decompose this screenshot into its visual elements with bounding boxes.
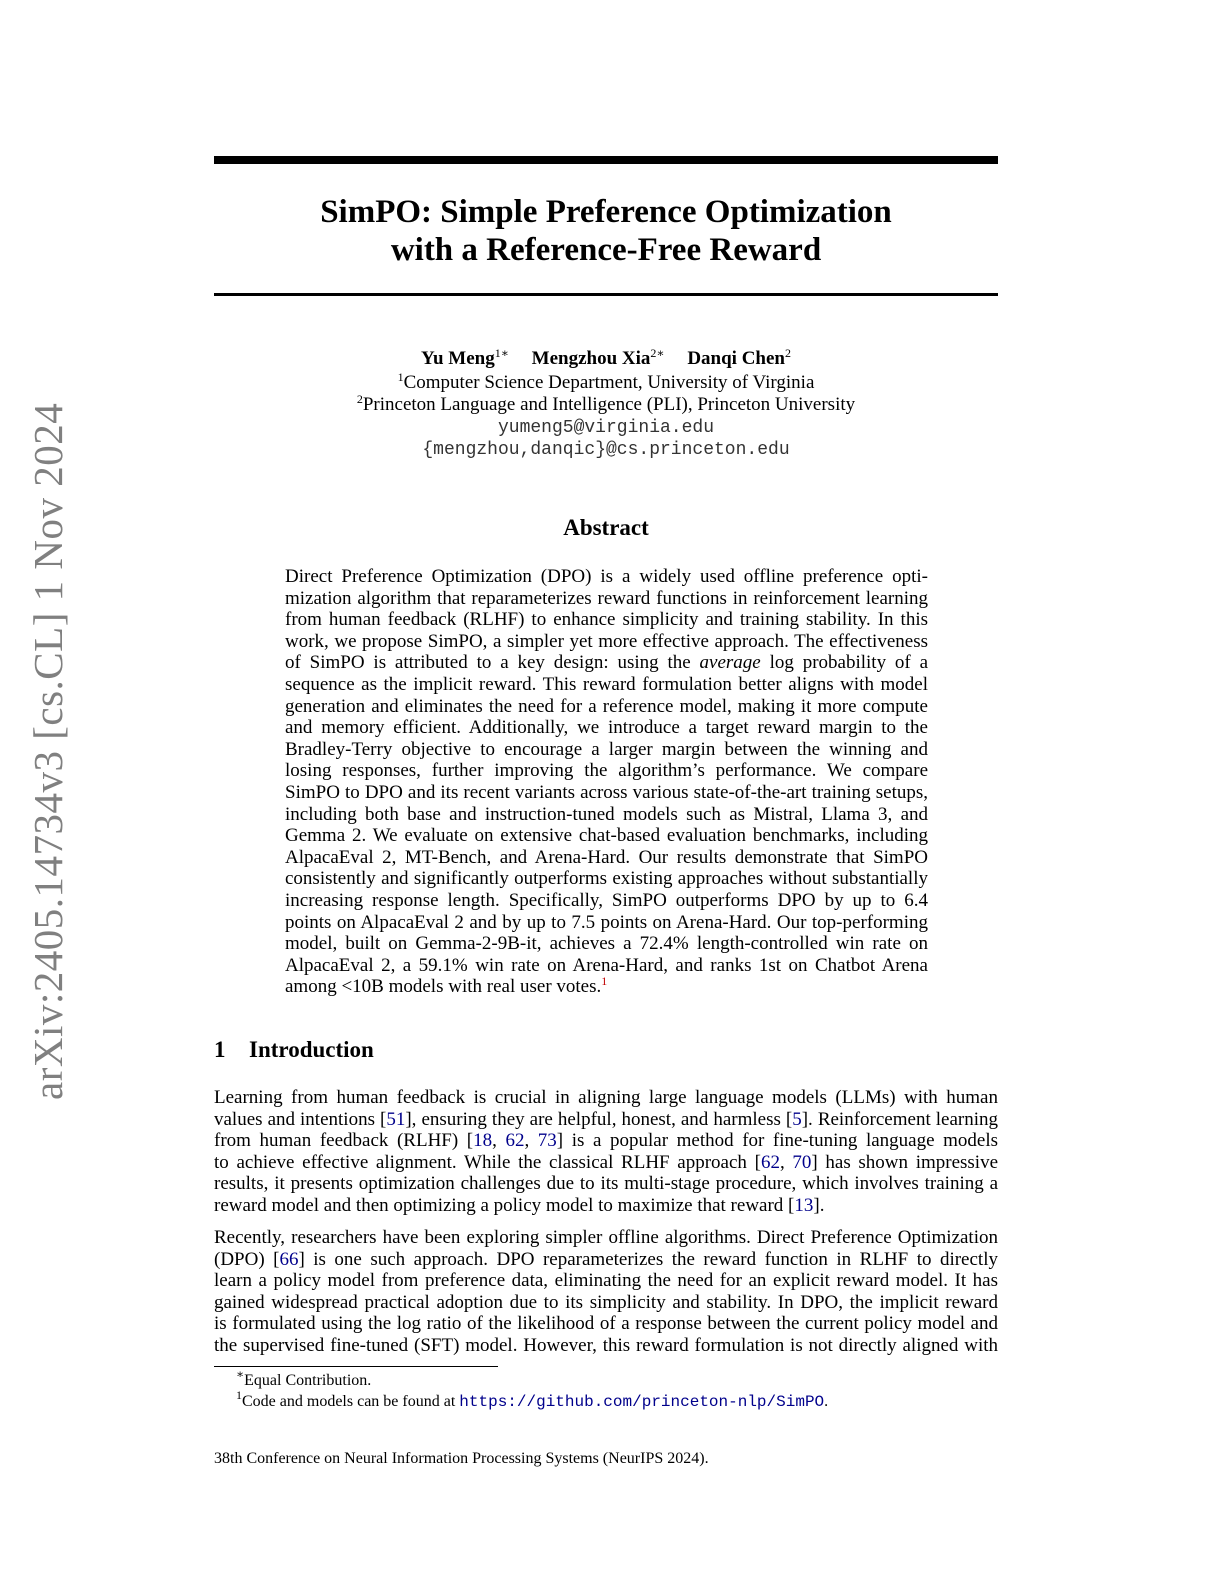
citation-link[interactable]: 5 <box>792 1108 802 1130</box>
abstract-line: work, we propose SimPO, a simpler yet more effective approach. The effectiveness <box>285 630 928 652</box>
title-top-rule <box>214 156 998 164</box>
abstract-line: among <10B models with real user votes.$^1$ <box>285 974 608 998</box>
author-email[interactable]: yumeng5@virginia.edu <box>497 418 715 438</box>
abstract-line: points on AlpacaEval 2 and by up to 7.5 points on Arena-Hard. Our top-performing <box>285 911 928 933</box>
title-line-1: SimPO: Simple Preference Optimization <box>320 194 892 230</box>
paragraph-line: the supervised fine-tuned (SFT) model. However, this reward formulation is not directly aligned with <box>214 1334 998 1356</box>
footnote-link[interactable]: 1 <box>601 974 608 989</box>
affiliation-2 <box>214 394 998 416</box>
author-mark: 2∗ <box>650 346 665 360</box>
abstract-line: SimPO to DPO and its recent variants across various state-of-the-art training setups, <box>285 781 928 803</box>
intro-paragraph-1 <box>214 1087 998 1217</box>
author-email[interactable]: {mengzhou,danqic}@cs.princeton.edu <box>422 440 790 460</box>
paragraph-line: Learning from human feedback is crucial in aligning large language models (LLMs) with human <box>214 1087 998 1108</box>
paragraph-line: from human feedback (RLHF) [18, 62, 73] is a popular method for fine-tuning language models <box>214 1130 998 1152</box>
citation-link[interactable]: 51 <box>386 1108 406 1130</box>
paragraph-line: results, it presents optimization challenges due to its multi-stage procedure, which involves training a <box>214 1173 998 1195</box>
footnote-mark: ∗ <box>236 1367 245 1381</box>
author-mark: 1∗ <box>494 346 509 360</box>
citation-link[interactable]: 73 <box>537 1130 557 1152</box>
paragraph-line: values and intentions [51], ensuring they are helpful, honest, and harmless [5]. Reinforcement learning <box>214 1108 999 1130</box>
paragraph-line: reward model and then optimizing a policy model to maximize that reward [13]. <box>214 1194 825 1216</box>
abstract-line: from human feedback (RLHF) to enhance simplicity and training stability. In this <box>285 609 928 631</box>
author-name: Mengzhou Xia <box>531 348 651 369</box>
citation-link[interactable]: 62 <box>505 1130 525 1152</box>
affiliation-mark: 1 <box>397 370 404 384</box>
affiliation-text: Princeton Language and Intelligence (PLI), Princeton University <box>362 394 856 415</box>
section-title: Introduction <box>249 1037 374 1062</box>
arxiv-identifier: arXiv:2405.14734v3 [cs.CL] 1 Nov 2024 <box>25 402 71 1100</box>
footnote-text: Equal Contribution. <box>244 1372 372 1389</box>
footnote-rule <box>214 1366 498 1367</box>
venue-note: 38th Conference on Neural Information Processing Systems (NeurIPS 2024). <box>214 1450 709 1467</box>
intro-paragraph-2 <box>214 1227 998 1357</box>
abstract-line: Gemma 2. We evaluate on extensive chat-based evaluation benchmarks, including <box>285 825 928 847</box>
abstract-line: increasing response length. Specifically, SimPO outperforms DPO by up to 6.4 <box>285 889 928 911</box>
author-mark: 2 <box>784 346 791 360</box>
citation-link[interactable]: 62 <box>760 1151 780 1173</box>
abstract-line: mization algorithm that reparameterizes reward functions in reinforcement learning <box>285 587 928 609</box>
citation-link[interactable]: 66 <box>279 1248 299 1270</box>
author-list <box>214 348 998 370</box>
abstract-line: losing responses, further improving the algorithm’s performance. We compare <box>285 760 928 782</box>
title-bottom-rule <box>214 293 998 296</box>
paragraph-line: gained widespread practical adoption due to its simplicity and stability. In DPO, the implicit reward <box>214 1291 998 1313</box>
citation-link[interactable]: 70 <box>792 1151 812 1173</box>
abstract-line: consistently and significantly outperforms existing approaches without substantially <box>285 868 928 890</box>
abstract-line: AlpacaEval 2, MT-Bench, and Arena-Hard. Our results demonstrate that SimPO <box>285 846 928 868</box>
paragraph-line: (DPO) [66] is one such approach. DPO reparameterizes the reward function in RLHF to directly <box>214 1248 998 1270</box>
abstract-line: Bradley-Terry objective to encourage a larger margin between the winning and <box>285 738 928 760</box>
github-link[interactable]: https://github.com/princeton-nlp/SimPO <box>459 1393 825 1411</box>
paragraph-line: Recently, researchers have been exploring simpler offline algorithms. Direct Preference Optimization <box>214 1227 998 1248</box>
abstract-line: sequence as the implicit reward. This reward formulation better aligns with model <box>285 673 928 695</box>
paper-title <box>214 193 998 269</box>
footnote-equal-contribution <box>236 1367 372 1390</box>
footnote-code: $^1$Code and models can be found at https://github.com/princeton-nlp/SimPO. <box>236 1388 829 1411</box>
abstract-line: Direct Preference Optimization (DPO) is a widely used offline preference opti- <box>285 566 928 587</box>
footnote-text: Code and models can be found at <box>242 1393 460 1410</box>
citation-link[interactable]: 13 <box>794 1194 814 1216</box>
abstract-line: model, built on Gemma-2-9B-it, achieves a 72.4% length-controlled win rate on <box>285 933 928 955</box>
abstract-line: and memory efficient. Additionally, we introduce a target reward margin to the <box>285 717 928 739</box>
abstract-body <box>285 566 928 998</box>
author-name: Yu Meng <box>421 348 495 369</box>
paragraph-line: learn a policy model from preference data, eliminating the need for an explicit reward model. It has <box>214 1270 998 1292</box>
paragraph-line: is formulated using the log ratio of the likelihood of a response between the current policy model and <box>214 1313 998 1335</box>
section-number: 1 <box>214 1037 226 1062</box>
affiliation-text: Computer Science Department, University of Virginia <box>403 372 815 393</box>
abstract-line: AlpacaEval 2, a 59.1% win rate on Arena-Hard, and ranks 1st on Chatbot Arena <box>285 954 928 976</box>
author-name: Danqi Chen <box>687 348 785 369</box>
emphasis-average: average <box>699 652 761 674</box>
abstract-line: generation and eliminates the need for a reference model, making it more compute <box>285 695 928 717</box>
paragraph-line: to achieve effective alignment. While the classical RLHF approach [62, 70] has shown impressive <box>214 1151 999 1173</box>
affiliation-1 <box>214 372 998 394</box>
citation-link[interactable]: 18 <box>473 1130 493 1152</box>
footnote-mark: 1 <box>236 1388 242 1402</box>
section-heading-introduction <box>214 1037 374 1063</box>
title-line-2: with a Reference-Free Reward <box>390 232 822 268</box>
abstract-line: of SimPO is attributed to a key design: using the average log probability of a <box>285 652 929 674</box>
abstract-line: including both base and instruction-tuned models such as Mistral, Llama 3, and <box>285 803 928 825</box>
abstract-heading: Abstract <box>563 515 649 540</box>
affiliation-mark: 2 <box>356 392 363 406</box>
